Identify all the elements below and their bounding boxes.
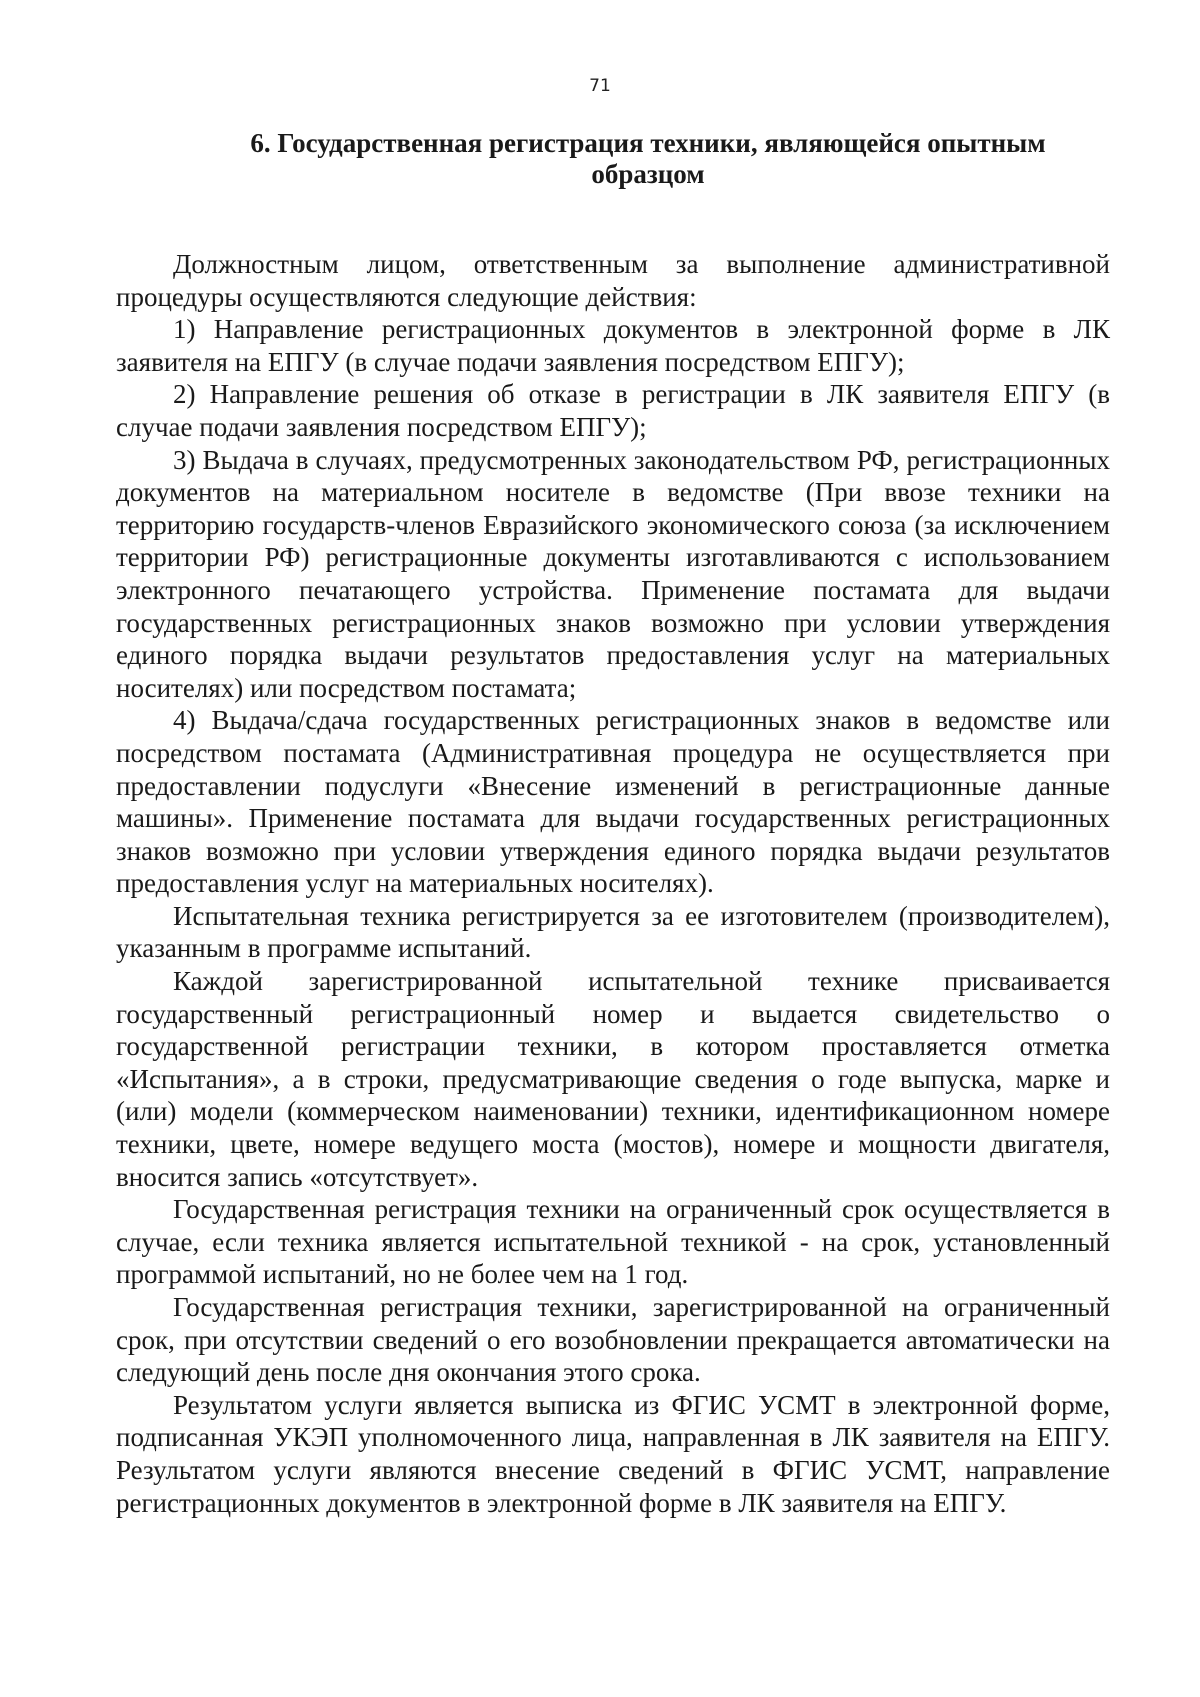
paragraph-item-1: 1) Направление регистрационных документов в электронной форме в ЛК заявителя на ЕПГУ (в случае подачи заявления посредством ЕПГУ); (116, 314, 1110, 377)
paragraph-limited-term: Государственная регистрация техники на ограниченный срок осуществляется в случае, если техника является испытательной техникой - на срок, установленный программой испытаний, но не более чем на 1 год. (116, 1194, 1110, 1290)
section-title: 6. Государственная регистрация техники, являющейся опытным образцом (250, 128, 1046, 189)
paragraph-test-equipment: Испытательная техника регистрируется за ее изготовителем (производителем), указанным в программе испытаний. (116, 900, 1110, 964)
paragraph-item-2: 2) Направление решения об отказе в регистрации в ЛК заявителя ЕПГУ (в случае подачи заявления посредством ЕПГУ); (116, 379, 1110, 442)
page-content (116, 128, 1110, 1519)
page-number: 71 (589, 76, 611, 96)
paragraph-result: Результатом услуги является выписка из ФГИС УСМТ в электронной форме, подписанная УКЭП уполномоченного лица, направленная в ЛК заявителя на ЕПГУ. Результатом услуги являются внесение сведений в ФГИС УСМТ, направление регистрационных документов в электронной форме в ЛК заявителя на ЕПГУ. (116, 1389, 1110, 1518)
paragraph-item-3: 3) Выдача в случаях, предусмотренных законодательством РФ, регистрационных документов на материальном носителе в ведомстве (При ввозе техники на территорию государств-членов Евразийского экономического союза (за исключением территории РФ) регистрационные документы изготавливаются с использованием электронного печатающего устройства. Применение постамата для выдачи государственных регистрационных знаков возможно при условии утверждения единого порядка выдачи результатов предоставления услуг на материальных носителях) или посредством постамата; (116, 444, 1110, 703)
paragraph-item-4: 4) Выдача/сдача государственных регистрационных знаков в ведомстве или посредством постамата (Административная процедура не осуществляется при предоставлении подуслуги «Внесение изменений в регистрационные данные машины». Применение постамата для выдачи государственных регистрационных знаков возможно при условии утверждения единого порядка выдачи результатов предоставления услуг на материальных носителях). (116, 705, 1110, 899)
paragraph-registration-number: Каждой зарегистрированной испытательной технике присваивается государственный регистрационный номер и выдается свидетельство о государственной регистрации техники, в котором проставляется отметка «Испытания», а в строки, предусматривающие сведения о годе выпуска, марке и (или) модели (коммерческом наименовании) техники, идентификационном номере техники, цвете, номере ведущего моста (мостов), номере и мощности двигателя, вносится запись «отсутствует». (116, 966, 1110, 1192)
paragraph-intro: Должностным лицом, ответственным за выполнение административной процедуры осуществляются следующие действия: (116, 249, 1110, 312)
paragraph-termination: Государственная регистрация техники, зарегистрированной на ограниченный срок, при отсутствии сведений о его возобновлении прекращается автоматически на следующий день после дня окончания этого срока. (116, 1292, 1110, 1388)
